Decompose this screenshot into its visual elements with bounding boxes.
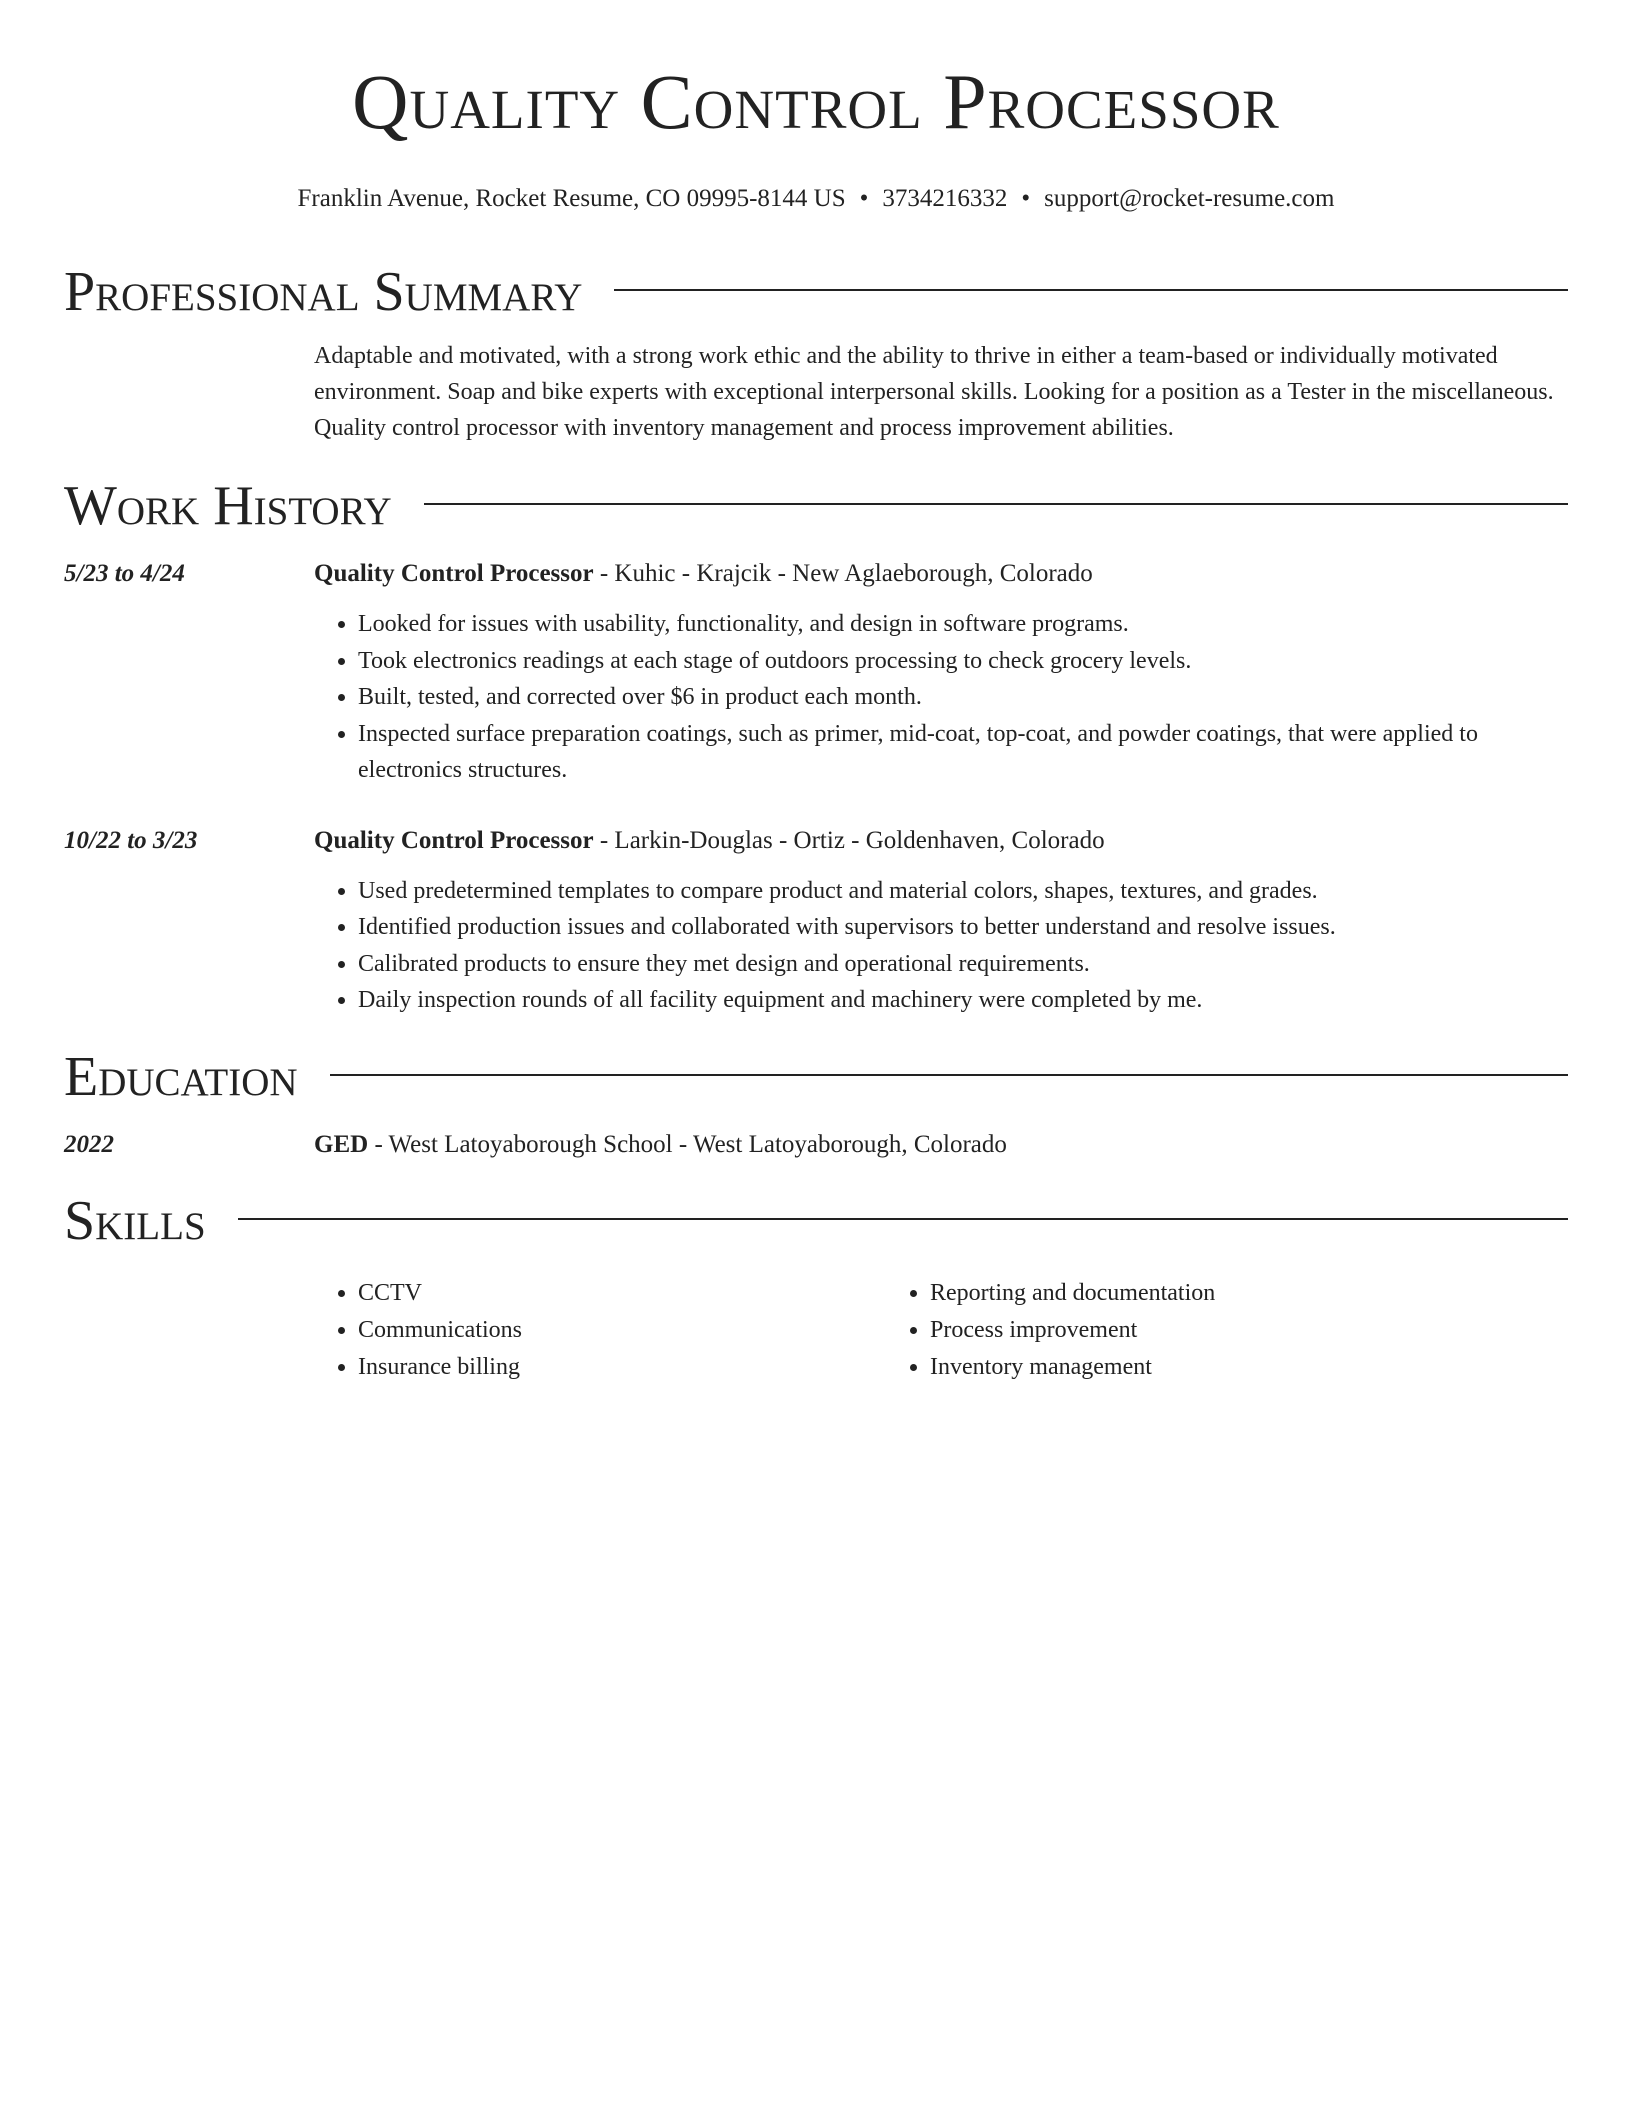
- job-bullets: [314, 606, 1568, 789]
- list-item: • Daily inspection rounds of all facility equipment and machinery were completed by me.: [358, 982, 1568, 1019]
- job-entry: [64, 823, 1568, 1019]
- skills-list-right: [886, 1275, 1458, 1386]
- skill-item: • Insurance billing: [358, 1349, 886, 1386]
- phone: 3734216332: [882, 185, 1008, 212]
- list-item: • Inspected surface preparation coatings, such as primer, mid-coat, top-coat, and powder coatings, that were applied to electronics structures.: [358, 716, 1568, 789]
- skills-spacer: [64, 1275, 314, 1386]
- section-divider: [238, 1218, 1568, 1220]
- section-divider: [424, 503, 1568, 505]
- candidate-name: Quality Control Processor: [352, 58, 1280, 145]
- contact-line: [64, 182, 1568, 216]
- section-title-education: Education: [64, 1045, 298, 1108]
- separator-dot: •: [1021, 185, 1031, 212]
- list-item: • Built, tested, and corrected over $6 in product each month.: [358, 679, 1568, 716]
- job-details: - Larkin-Douglas - Ortiz - Goldenhaven, Colorado: [593, 826, 1105, 854]
- skills-list-left: [314, 1275, 886, 1386]
- job-title: Quality Control Processor: [314, 826, 594, 854]
- list-item: • Identified production issues and collaborated with supervisors to better understand and resolve issues.: [358, 909, 1568, 946]
- education-year: 2022: [64, 1130, 114, 1158]
- skills-section-header: [64, 1189, 1568, 1253]
- job-title: Quality Control Processor: [314, 560, 594, 587]
- list-item: • Calibrated products to ensure they met design and operational requirements.: [358, 946, 1568, 983]
- skills-grid: [314, 1275, 1458, 1386]
- job-body: [314, 823, 1568, 1019]
- degree: GED: [314, 1130, 369, 1158]
- job-body: [314, 556, 1568, 789]
- job-dates: 5/23 to 4/24: [64, 560, 185, 587]
- education-entry: [64, 1127, 1568, 1163]
- section-divider: [614, 289, 1568, 291]
- skill-item: • Communications: [358, 1312, 886, 1349]
- list-item: • Looked for issues with usability, functionality, and design in software programs.: [358, 606, 1568, 643]
- summary-row: [64, 338, 1568, 446]
- job-dates: 10/22 to 3/23: [64, 826, 198, 854]
- separator-dot: •: [859, 185, 869, 212]
- skill-item: • Process improvement: [930, 1312, 1458, 1349]
- list-item: • Used predetermined templates to compare product and material colors, shapes, textures, and grades.: [358, 873, 1568, 910]
- skill-item: • CCTV: [358, 1275, 886, 1312]
- job-entry: [64, 556, 1568, 789]
- section-title-skills: Skills: [64, 1189, 206, 1252]
- list-item: • Took electronics readings at each stage of outdoors processing to check grocery levels.: [358, 643, 1568, 680]
- section-title-work: Work History: [64, 475, 392, 537]
- email: support@rocket-resume.com: [1044, 185, 1335, 212]
- education-line: [314, 1127, 1568, 1163]
- job-details: - Kuhic - Krajcik - New Aglaeborough, Colorado: [593, 560, 1093, 587]
- section-divider: [330, 1074, 1568, 1076]
- job-bullets: [314, 873, 1568, 1019]
- skill-item: • Inventory management: [930, 1349, 1458, 1386]
- summary-section-header: [64, 260, 1568, 324]
- education-section-header: [64, 1045, 1568, 1109]
- skill-item: • Reporting and documentation: [930, 1275, 1458, 1312]
- summary-spacer: [64, 338, 314, 446]
- job-title-line: [314, 823, 1568, 859]
- address: Franklin Avenue, Rocket Resume, CO 09995-8144 US: [297, 185, 846, 212]
- section-title-summary: Professional Summary: [64, 261, 583, 323]
- work-section-header: [64, 474, 1568, 538]
- education-details: - West Latoyaborough School - West Latoyaborough, Colorado: [368, 1130, 1007, 1158]
- summary-text: Adaptable and motivated, with a strong work ethic and the ability to thrive in either a team-based or individually motivated environment. Soap and bike experts with exceptional interpersonal skills. Looking for a position as a Tester in the miscellaneous. Quality control processor with inventory management and process improvement abilities.: [314, 343, 1554, 441]
- job-title-line: [314, 556, 1568, 592]
- skills-row: [64, 1275, 1568, 1386]
